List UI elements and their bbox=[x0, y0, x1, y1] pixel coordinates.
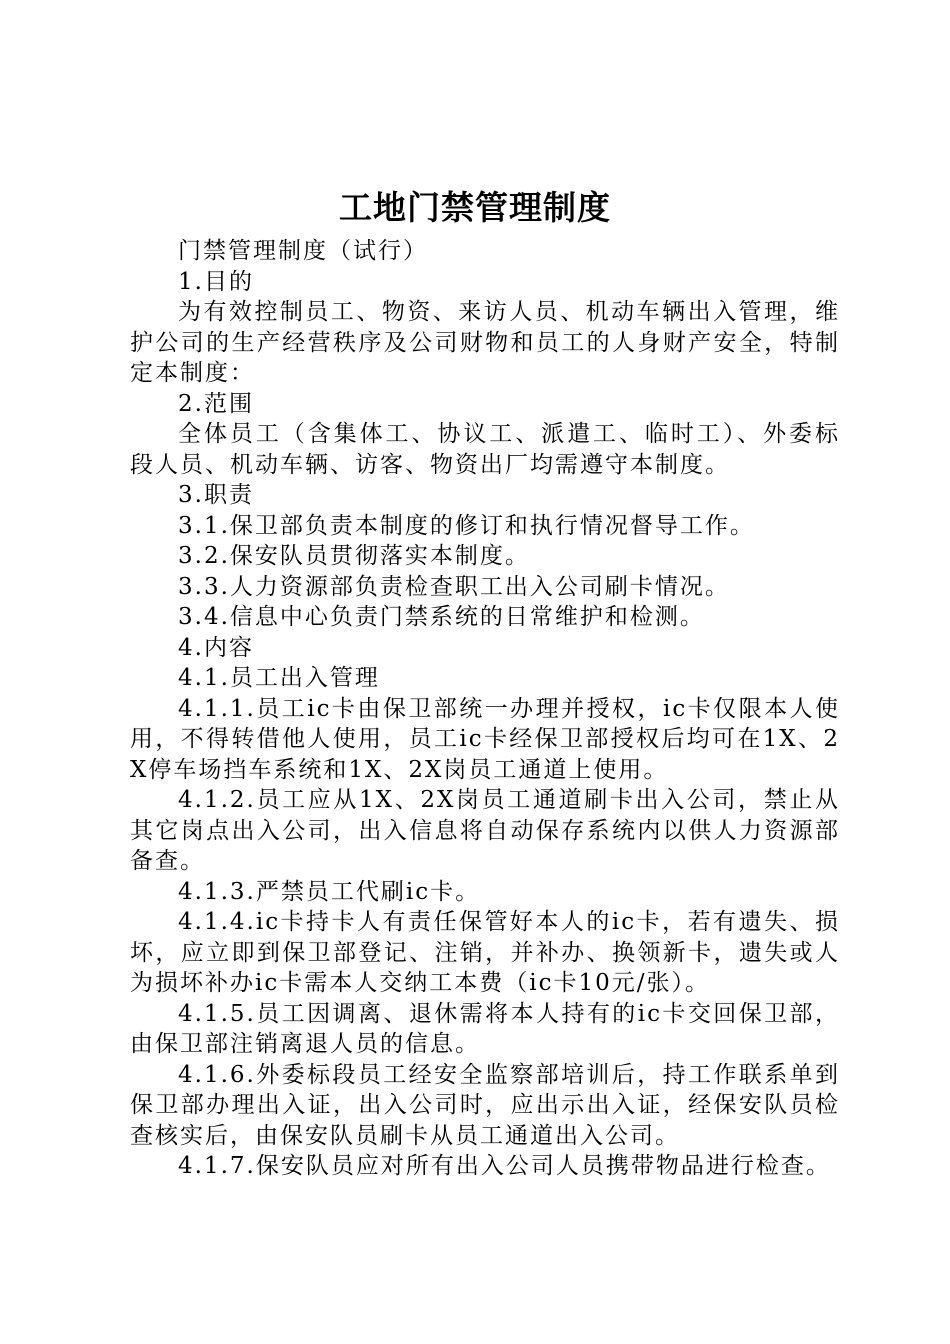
paragraph: 4.1.6.外委标段员工经安全监察部培训后，持工作联系单到保卫部办理出入证，出入公司时，应出示出入证，经保安队员检查核实后，由保安队员刷卡从员工通道出入公司。 bbox=[130, 1061, 840, 1149]
paragraph: 全体员工（含集体工、协议工、派遣工、临时工）、外委标段人员、机动车辆、访客、物资出厂均需遵守本制度。 bbox=[130, 421, 840, 478]
paragraph: 3.2.保安队员贯彻落实本制度。 bbox=[178, 543, 530, 569]
paragraph: 3.1.保卫部负责本制度的修订和执行情况督导工作。 bbox=[178, 512, 755, 539]
document-body bbox=[130, 236, 840, 1182]
paragraph-section-content: 4.内容 bbox=[178, 634, 254, 661]
document-title: 工地门禁管理制度 bbox=[339, 188, 611, 227]
paragraph: 4.1.4.ic卡持卡人有责任保管好本人的ic卡，若有遗失、损坏，应立即到保卫部登记、注销，并补办、换领新卡，遗失或人为损坏补办ic卡需本人交纳工本费（ic卡10元/张）。 bbox=[130, 909, 840, 996]
paragraph: 4.1.1.员工ic卡由保卫部统一办理并授权，ic卡仅限本人使用，不得转借他人使用，员工ic卡经保卫部授权后均可在1X、2X停车场挡车系统和1X、2X岗员工通道上使用。 bbox=[130, 695, 840, 783]
paragraph-section-duties: 3.职责 bbox=[178, 482, 254, 508]
paragraph-subsection: 4.1.员工出入管理 bbox=[178, 665, 380, 691]
paragraph: 4.1.5.员工因调离、退休需将本人持有的ic卡交回保卫部，由保卫部注销离退人员的信息。 bbox=[130, 1000, 840, 1057]
paragraph-subtitle: 门禁管理制度（试行） bbox=[178, 238, 428, 264]
paragraph: 4.1.3.严禁员工代刷ic卡。 bbox=[178, 878, 481, 905]
paragraph: 为有效控制员工、物资、来访人员、机动车辆出入管理，维护公司的生产经营秩序及公司财物和员工的人身财产安全，特制定本制度： bbox=[130, 299, 840, 386]
paragraph: 3.4.信息中心负责门禁系统的日常维护和检测。 bbox=[178, 604, 705, 630]
paragraph: 4.1.2.员工应从1X、2X岗员工通道刷卡出入公司，禁止从其它岗点出入公司，出入信息将自动保存系统内以供人力资源部备查。 bbox=[130, 787, 840, 874]
paragraph: 4.1.7.保安队员应对所有出入公司人员携带物品进行检查。 bbox=[178, 1153, 831, 1179]
paragraph-section-purpose: 1.目的 bbox=[178, 268, 254, 295]
paragraph: 3.3.人力资源部负责检查职工出入公司刷卡情况。 bbox=[178, 573, 730, 600]
paragraph-section-scope: 2.范围 bbox=[178, 390, 254, 417]
